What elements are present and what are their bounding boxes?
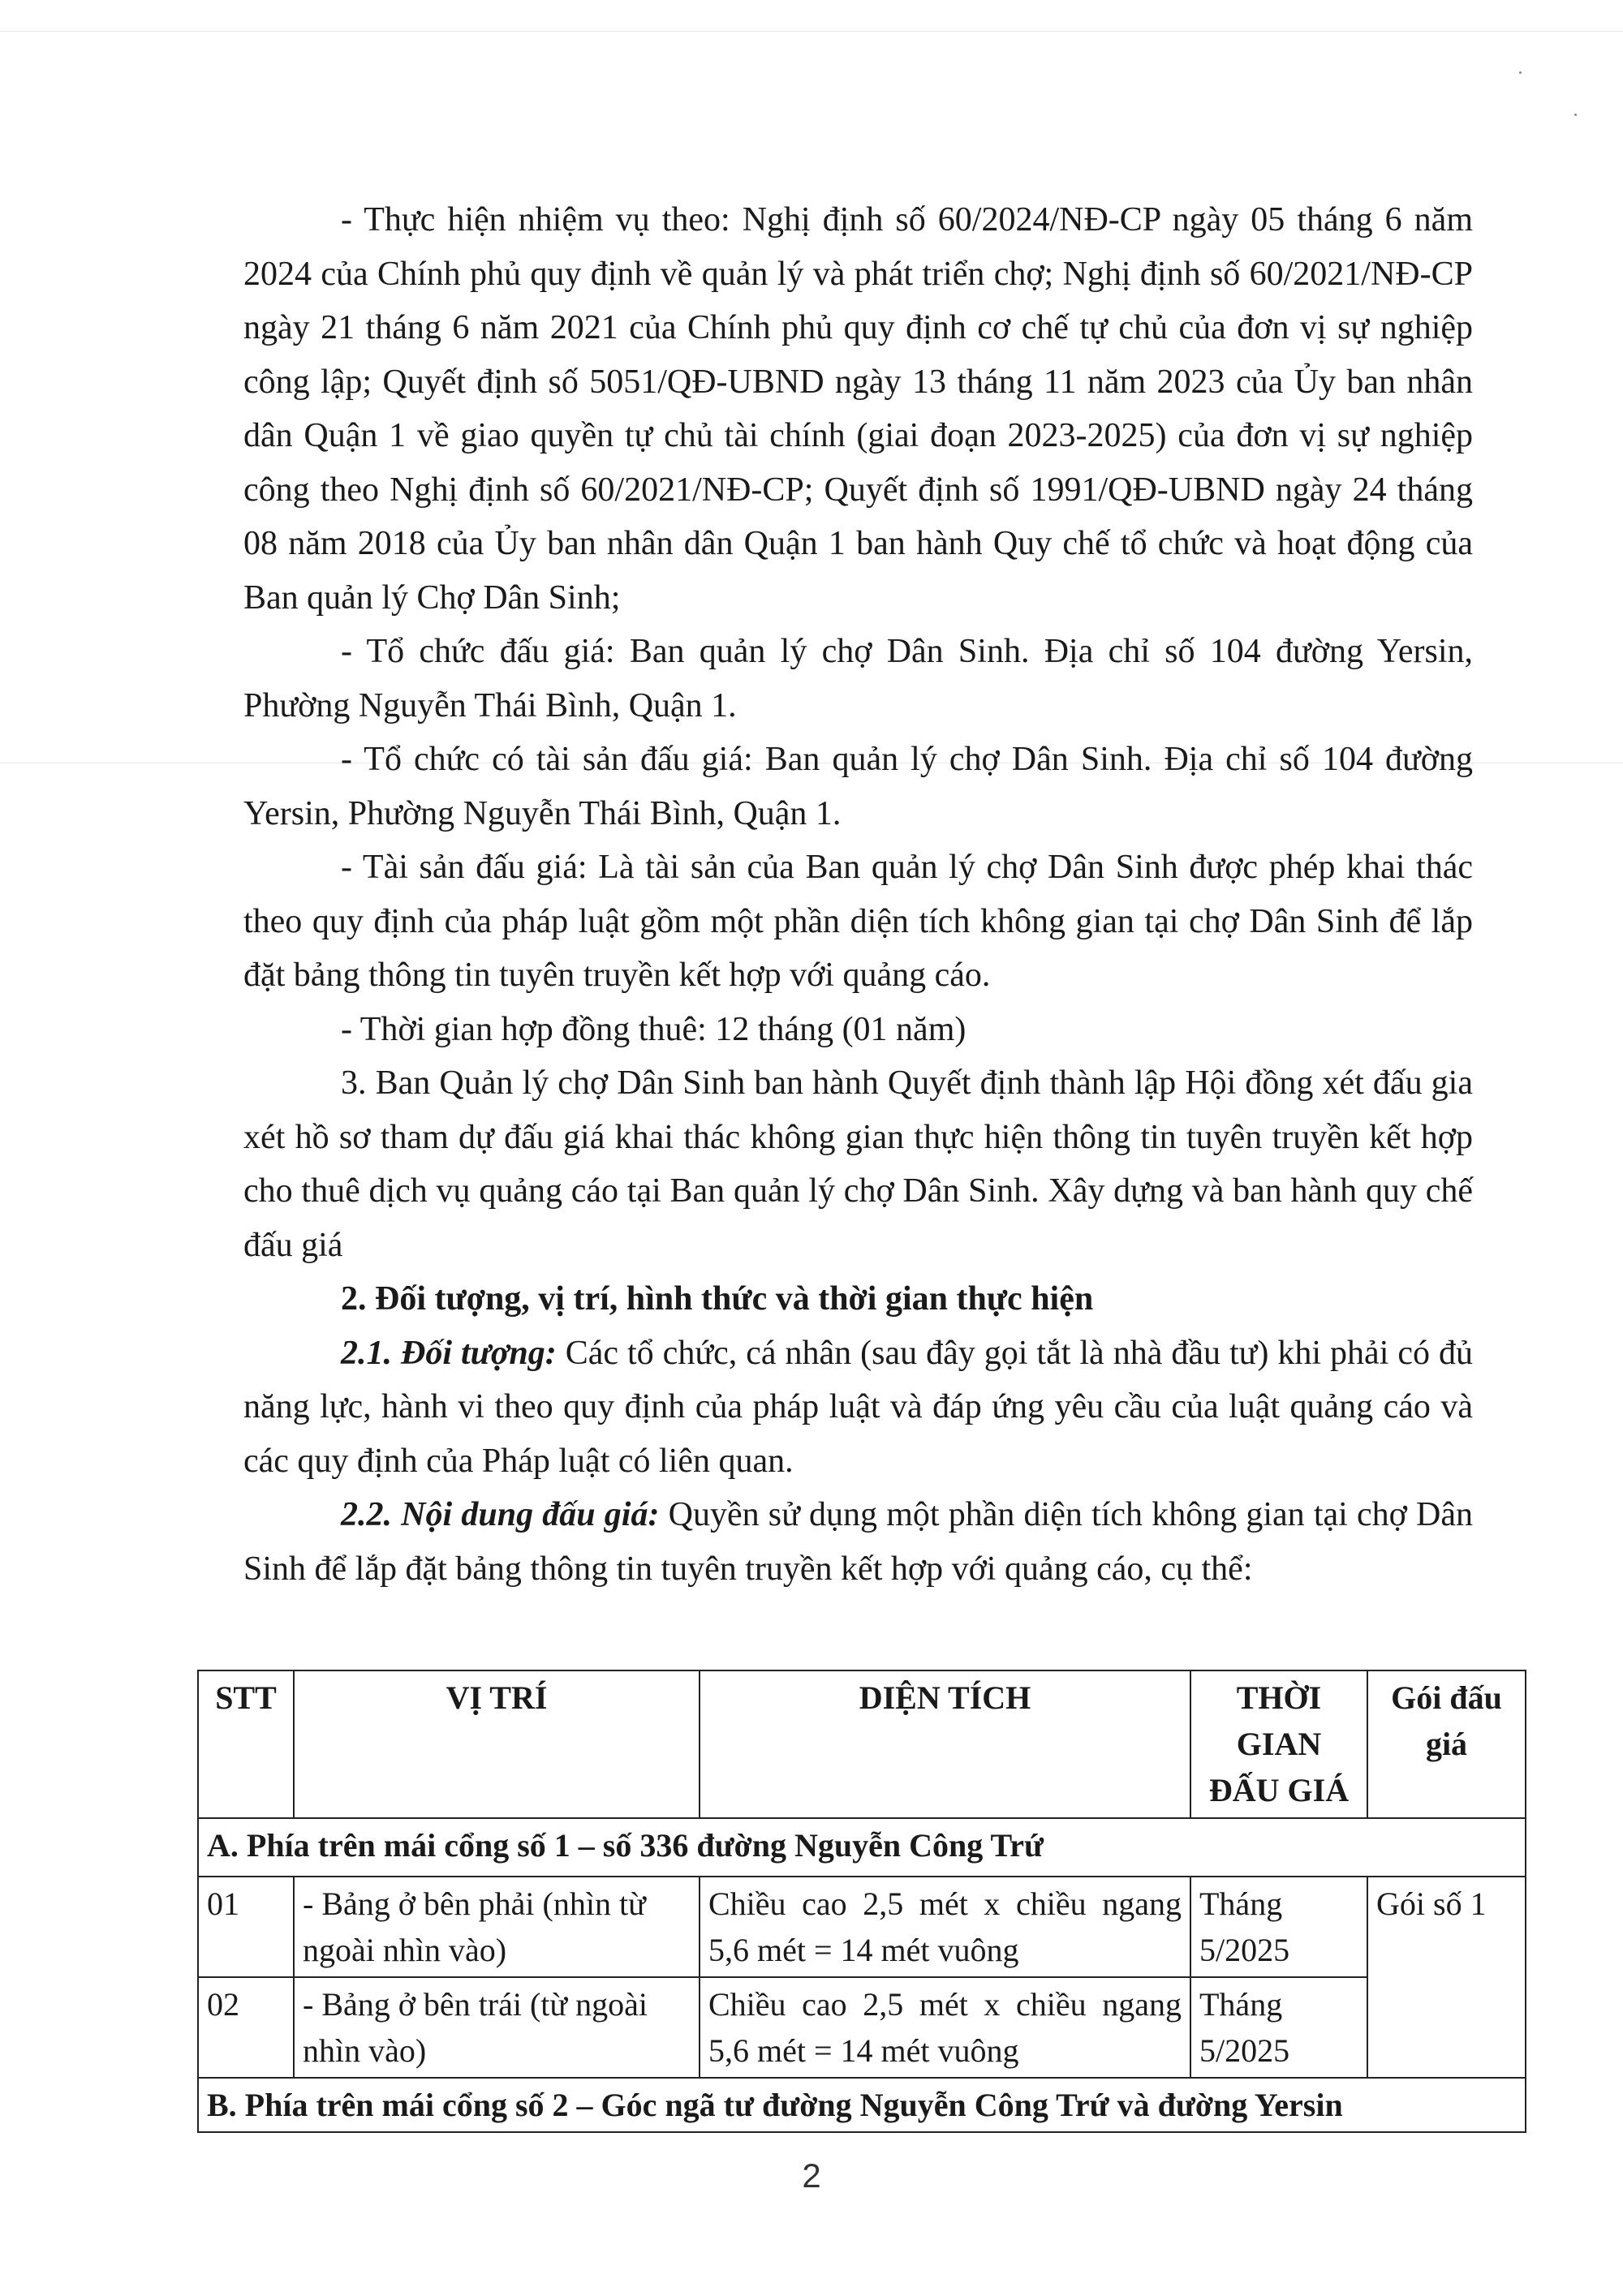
cell-location: - Bảng ở bên trái (từ ngoài nhìn vào) bbox=[294, 1977, 700, 2078]
col-header-area: DIỆN TÍCH bbox=[700, 1670, 1190, 1818]
cell-time: Tháng 5/2025 bbox=[1190, 1877, 1367, 1977]
paragraph-asset-owner: - Tổ chức có tài sản đấu giá: Ban quản lý chợ Dân Sinh. Địa chỉ số 104 đường Yersin, Phường Nguyễn Thái Bình, Quận 1. bbox=[243, 741, 1473, 832]
body-text bbox=[243, 193, 1473, 1596]
section-b-label: B. Phía trên mái cổng số 2 – Góc ngã tư đường Nguyễn Công Trứ và đường Yersin bbox=[198, 2078, 1526, 2132]
scan-speck bbox=[1519, 71, 1522, 74]
col-header-stt: STT bbox=[198, 1670, 294, 1818]
cell-stt: 02 bbox=[198, 1977, 294, 2078]
table-section-row bbox=[198, 2078, 1526, 2132]
cell-package: Gói số 1 bbox=[1367, 1877, 1526, 2078]
col-header-location: VỊ TRÍ bbox=[294, 1670, 700, 1818]
table-row bbox=[198, 1977, 1526, 2078]
auction-table bbox=[197, 1670, 1526, 2133]
cell-area: Chiều cao 2,5 mét x chiều ngang 5,6 mét = 14 mét vuông bbox=[700, 1877, 1190, 1977]
paragraph-organizer: - Tổ chức đấu giá: Ban quản lý chợ Dân Sinh. Địa chỉ số 104 đường Yersin, Phường Nguyễn Thái Bình, Quận 1. bbox=[243, 633, 1473, 724]
subsection-label-2-1: 2.1. Đối tượng: bbox=[341, 1334, 557, 1372]
cell-area: Chiều cao 2,5 mét x chiều ngang 5,6 mét = 14 mét vuông bbox=[700, 1977, 1190, 2078]
table-row bbox=[198, 1877, 1526, 1977]
section-heading-2: 2. Đối tượng, vị trí, hình thức và thời gian thực hiện bbox=[341, 1280, 1094, 1318]
paragraph-tasks: - Thực hiện nhiệm vụ theo: Nghị định số 60/2024/NĐ-CP ngày 05 tháng 6 năm 2024 của Chính phủ quy định về quản lý và phát triển chợ; Nghị định số 60/2021/NĐ-CP ngày 21 tháng 6 năm 2021 của Chính phủ quy định cơ chế tự chủ của đơn vị sự nghiệp công lập; Quyết định số 5051/QĐ-UBND ngày 13 tháng 11 năm 2023 của Ủy ban nhân dân Quận 1 về giao quyền tự chủ tài chính (giai đoạn 2023-2025) của đơn vị sự nghiệp công theo Nghị định số 60/2021/NĐ-CP; Quyết định số 1991/QĐ-UBND ngày 24 tháng 08 năm 2018 của Ủy ban nhân dân Quận 1 ban hành Quy chế tổ chức và hoạt động của Ban quản lý Chợ Dân Sinh; bbox=[243, 201, 1473, 617]
subsection-text-2-1: Các tổ chức, cá nhân (sau đây gọi tắt là nhà đầu tư) khi phải có đủ năng lực, hành vi theo quy định của pháp luật và đáp ứng yêu cầu của luật quảng cáo và các quy định của Pháp luật có liên quan. bbox=[243, 1334, 1474, 1480]
col-header-package: Gói đấu giá bbox=[1367, 1670, 1526, 1818]
paragraph-lease-term: - Thời gian hợp đồng thuê: 12 tháng (01 năm) bbox=[341, 1010, 966, 1048]
cell-location: - Bảng ở bên phải (nhìn từ ngoài nhìn vào) bbox=[294, 1877, 700, 1977]
table-section-row bbox=[198, 1818, 1526, 1877]
paragraph-asset: - Tài sản đấu giá: Là tài sản của Ban quản lý chợ Dân Sinh được phép khai thác theo quy định của pháp luật gồm một phần diện tích không gian tại chợ Dân Sinh để lắp đặt bảng thông tin tuyên truyền kết hợp với quảng cáo. bbox=[243, 849, 1473, 994]
cell-time: Tháng 5/2025 bbox=[1190, 1977, 1367, 2078]
paragraph-subjects bbox=[243, 1326, 1473, 1489]
cell-stt: 01 bbox=[198, 1877, 294, 1977]
subsection-label-2-2: 2.2. Nội dung đấu giá: bbox=[341, 1496, 660, 1533]
scan-speck bbox=[1574, 114, 1577, 116]
section-a-label: A. Phía trên mái cổng số 1 – số 336 đường Nguyễn Công Trứ bbox=[198, 1818, 1526, 1877]
page-number: 2 bbox=[802, 2156, 821, 2195]
paragraph-council: 3. Ban Quản lý chợ Dân Sinh ban hành Quyết định thành lập Hội đồng xét đấu gia xét hồ sơ tham dự đấu giá khai thác không gian thực hiện thông tin tuyên truyền kết hợp cho thuê dịch vụ quảng cáo tại Ban quản lý chợ Dân Sinh. Xây dựng và ban hành quy chế đấu giá bbox=[243, 1064, 1473, 1264]
table-header-row bbox=[198, 1670, 1526, 1818]
col-header-time: THỜI GIAN ĐẤU GIÁ bbox=[1190, 1670, 1367, 1818]
subsection-text-2-2: Quyền sử dụng một phần diện tích không gian tại chợ Dân Sinh để lắp đặt bảng thông tin tuyên truyền kết hợp với quảng cáo, cụ thể: bbox=[243, 1496, 1474, 1588]
scan-artifact-line bbox=[0, 31, 1623, 32]
paragraph-content bbox=[243, 1488, 1473, 1596]
